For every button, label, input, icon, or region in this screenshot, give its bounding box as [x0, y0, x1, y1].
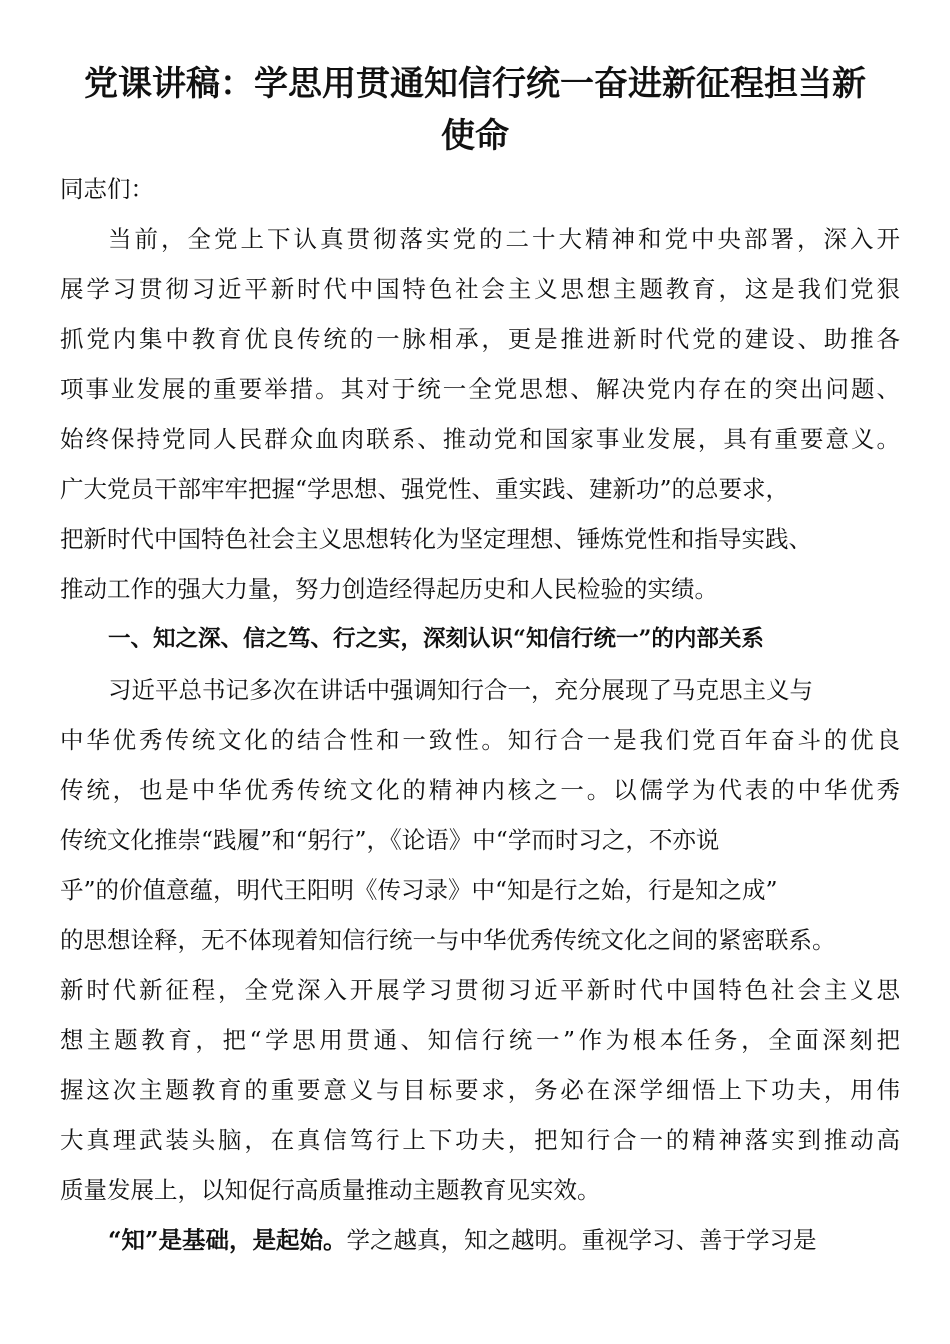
paragraph-2-line: 习近平总书记多次在讲话中强调知行合一，充分展现了马克思主义与 [108, 676, 813, 704]
paragraph-2-line: 乎”的价值意蕴，明代王阳明《传习录》中“知是行之始，行是知之成” [60, 876, 778, 904]
salutation: 同志们： [60, 175, 154, 203]
paragraph-2-line: 新时代新征程，全党深入开展学习贯彻习近平新时代中国特色社会主义思 [60, 976, 900, 1004]
title-line-1: 党课讲稿：学思用贯通知信行统一奋进新征程担当新 [84, 64, 866, 104]
paragraph-1-line: 广大党员干部牢牢把握“学思想、强党性、重实践、建新功”的总要求， [60, 475, 790, 503]
document-title [40, 58, 910, 162]
paragraph-1-line: 推动工作的强大力量，努力创造经得起历史和人民检验的实绩。 [60, 575, 718, 603]
title-line-2: 使命 [441, 116, 509, 156]
section-heading-1: 一、知之深、信之笃、行之实，深刻认识“知信行统一”的内部关系 [108, 626, 764, 652]
paragraph-2-line: 质量发展上，以知促行高质量推动主题教育见实效。 [60, 1176, 601, 1204]
paragraph-1-line: 始终保持党同人民群众血肉联系、推动党和国家事业发展，具有重要意义。 [60, 425, 900, 453]
paragraph-1-line: 把新时代中国特色社会主义思想转化为坚定理想、锤炼党性和指导实践、 [60, 525, 812, 553]
paragraph-2-line: 的思想诠释，无不体现着知信行统一与中华优秀传统文化之间的紧密联系。 [60, 926, 836, 954]
paragraph-3-bold-lead: “知”是基础，是起始。 [108, 1226, 347, 1254]
paragraph-2-line: 握这次主题教育的重要意义与目标要求，务必在深学细悟上下功夫，用伟 [60, 1076, 900, 1104]
paragraph-1-line: 项事业发展的重要举措。其对于统一全党思想、解决党内存在的突出问题、 [60, 375, 900, 403]
paragraph-1-line: 抓党内集中教育优良传统的一脉相承，更是推进新时代党的建设、助推各 [60, 325, 900, 353]
paragraph-2-line: 中华优秀传统文化的结合性和一致性。知行合一是我们党百年奋斗的优良 [60, 726, 900, 754]
paragraph-3-text: 学之越真，知之越明。重视学习、善于学习是 [346, 1226, 817, 1254]
paragraph-1-line: 当前，全党上下认真贯彻落实党的二十大精神和党中央部署，深入开 [108, 225, 900, 253]
paragraph-2-line: 传统，也是中华优秀传统文化的精神内核之一。以儒学为代表的中华优秀 [60, 776, 900, 804]
paragraph-2-line: 传统文化推崇“践履”和“躬行”，《论语》中“学而时习之，不亦说 [60, 826, 720, 854]
paragraph-1-line: 展学习贯彻习近平新时代中国特色社会主义思想主题教育，这是我们党狠 [60, 275, 900, 303]
paragraph-2-line: 大真理武装头脑，在真信笃行上下功夫，把知行合一的精神落实到推动高 [60, 1126, 900, 1154]
paragraph-2-line: 想主题教育，把“学思用贯通、知信行统一”作为根本任务，全面深刻把 [60, 1026, 900, 1054]
paragraph-3-line [108, 1225, 900, 1255]
